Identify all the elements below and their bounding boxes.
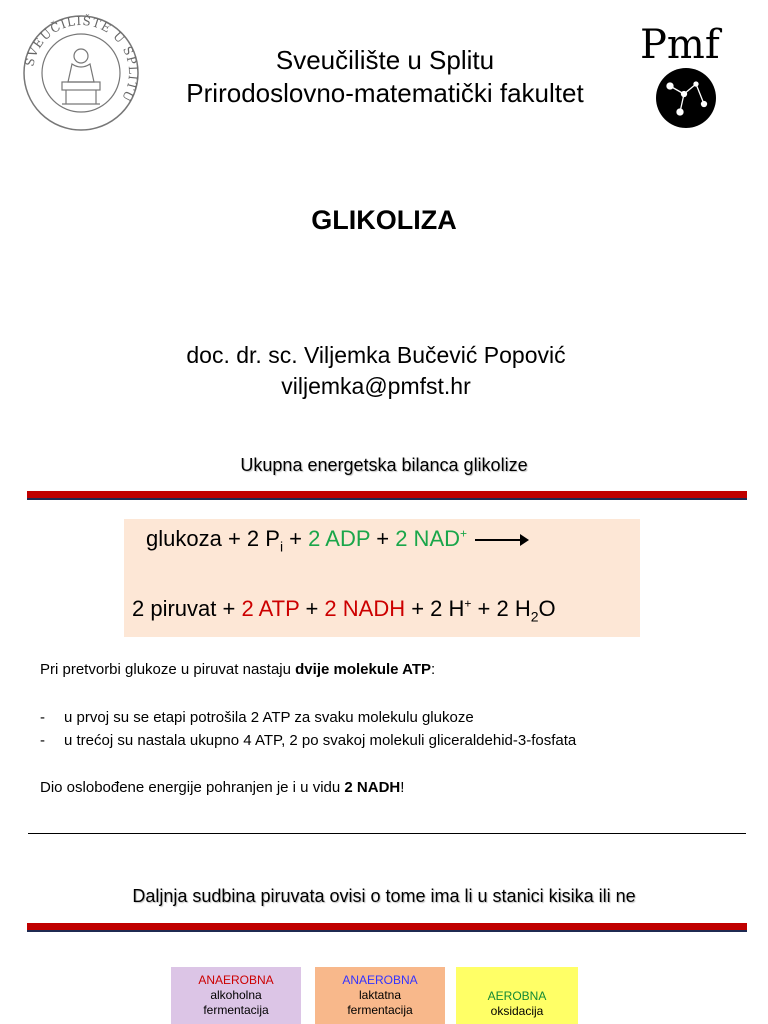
card-alcoholic-fermentation: ANAEROBNA alkoholna fermentacija xyxy=(171,967,301,1024)
author-block xyxy=(0,340,752,402)
section-heading-energy-balance: Ukupna energetska bilanca glikolize xyxy=(240,455,528,475)
university-seal-logo xyxy=(22,14,140,132)
card-aerobic-oxidation: AEROBNA oksidacija xyxy=(456,967,578,1024)
adp-term: 2 ADP xyxy=(308,526,371,551)
author-email: viljemka@pmfst.hr xyxy=(281,373,471,399)
paragraph-atp: Pri pretvorbi glukoze u piruvat nastaju dvije molekule ATP: xyxy=(40,661,436,678)
atp-term: 2 ATP xyxy=(241,596,300,621)
red-divider xyxy=(27,923,747,932)
svg-text:SVEUČILIŠTE U SPLITU: SVEUČILIŠTE U SPLITU xyxy=(22,14,140,105)
equation-products: 2 piruvat + 2 ATP + 2 NADH + 2 H+ + 2 $H_2O$ xyxy=(132,596,556,625)
paragraph-nadh: Dio oslobođene energije pohranjen je i u vidu 2 NADH! xyxy=(40,779,405,796)
author-name: doc. dr. sc. Viljemka Bučević Popović xyxy=(186,342,566,368)
nadh-term: 2 NADH xyxy=(324,596,406,621)
nad-term: 2 NAD+ xyxy=(395,526,468,551)
institution-header xyxy=(140,44,630,110)
horizontal-rule xyxy=(28,833,746,834)
reaction-arrow-icon xyxy=(475,539,527,541)
section-heading-pyruvate-fate: Daljnja sudbina piruvata ovisi o tome ima li u stanici kisika ili ne xyxy=(132,886,636,906)
list-item: - u prvoj su se etapi potrošila 2 ATP za svaku molekulu glukoze xyxy=(40,709,474,726)
svg-text:Pmf: Pmf xyxy=(640,22,720,68)
faculty-name: Prirodoslovno-matematički fakultet xyxy=(186,78,584,108)
equation-reactants: glukoza + 2 $P_i + 2$ ADP + 2 NAD+ xyxy=(146,526,527,554)
card-lactic-fermentation: ANAEROBNA laktatna fermentacija xyxy=(315,967,445,1024)
pmf-logo xyxy=(636,20,736,132)
red-divider xyxy=(27,491,747,500)
page-title: GLIKOLIZA xyxy=(311,205,457,235)
university-name: Sveučilište u Splitu xyxy=(275,45,495,75)
list-item: - u trećoj su nastala ukupno 4 ATP, 2 po svakoj molekuli gliceraldehid-3-fosfata xyxy=(40,732,577,749)
